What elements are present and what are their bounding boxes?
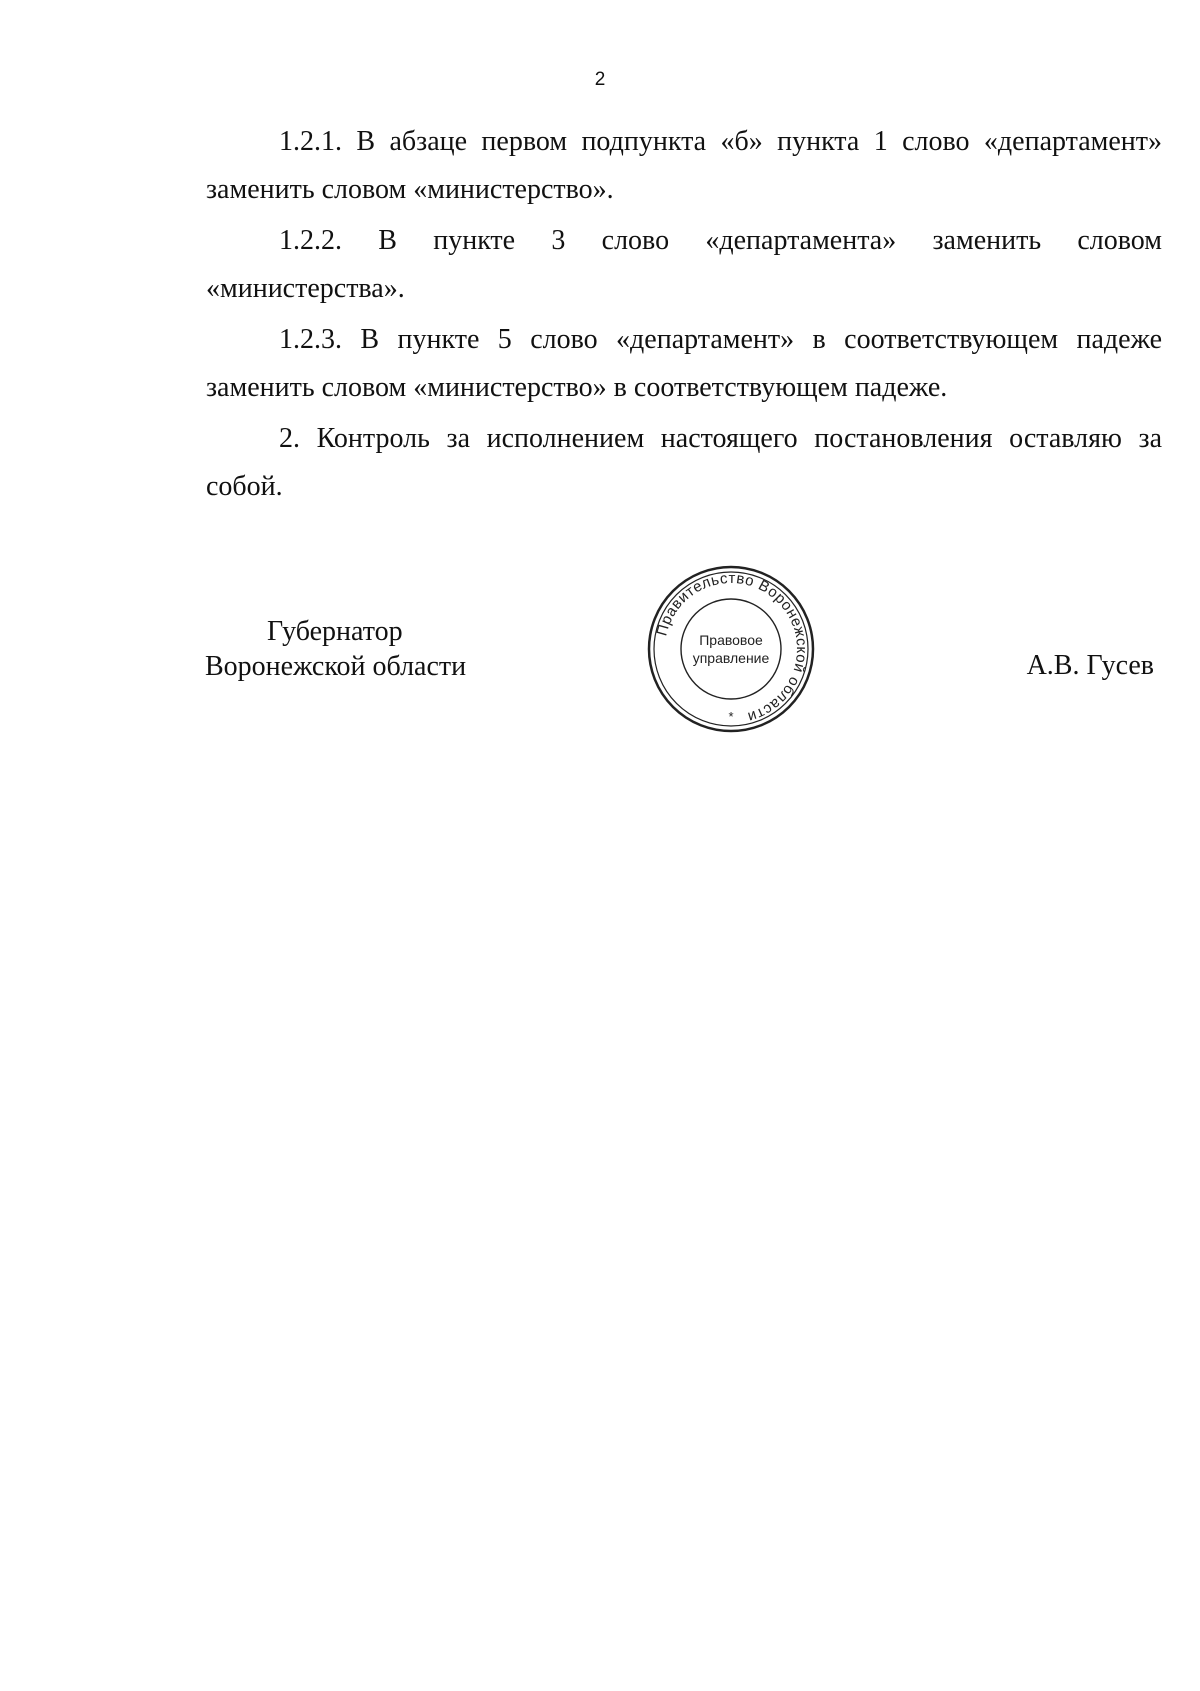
- paragraph-1-2-1: 1.2.1. В абзаце первом подпункта «б» пункта 1 слово «департамент» заменить словом «министерство».: [206, 126, 1162, 205]
- signatory-title-line1: Губернатор: [267, 616, 403, 647]
- seal-ring-text: Правительство Воронежской области: [653, 569, 811, 726]
- paragraph-1-2-2: 1.2.2. В пункте 3 слово «департамента» заменить словом «министерства».: [206, 225, 1162, 304]
- page-number: 2: [594, 69, 606, 90]
- signatory-name: А.В. Гусев: [1026, 650, 1154, 681]
- signatory-title-line2: Воронежской области: [205, 651, 467, 682]
- seal-center-line1: Правовое: [699, 632, 763, 648]
- document-body: [206, 118, 1162, 514]
- seal-stamp-icon: [645, 563, 817, 735]
- paragraph-1-2-3: 1.2.3. В пункте 5 слово «департамент» в соответствующем падеже заменить словом «министерство» в соответствующем падеже.: [206, 324, 1162, 403]
- paragraph-2: 2. Контроль за исполнением настоящего постановления оставляю за собой.: [206, 423, 1162, 502]
- signatory-title: [205, 614, 466, 684]
- official-seal: [645, 563, 817, 735]
- seal-center-line2: управление: [692, 650, 770, 666]
- seal-star: *: [728, 709, 734, 724]
